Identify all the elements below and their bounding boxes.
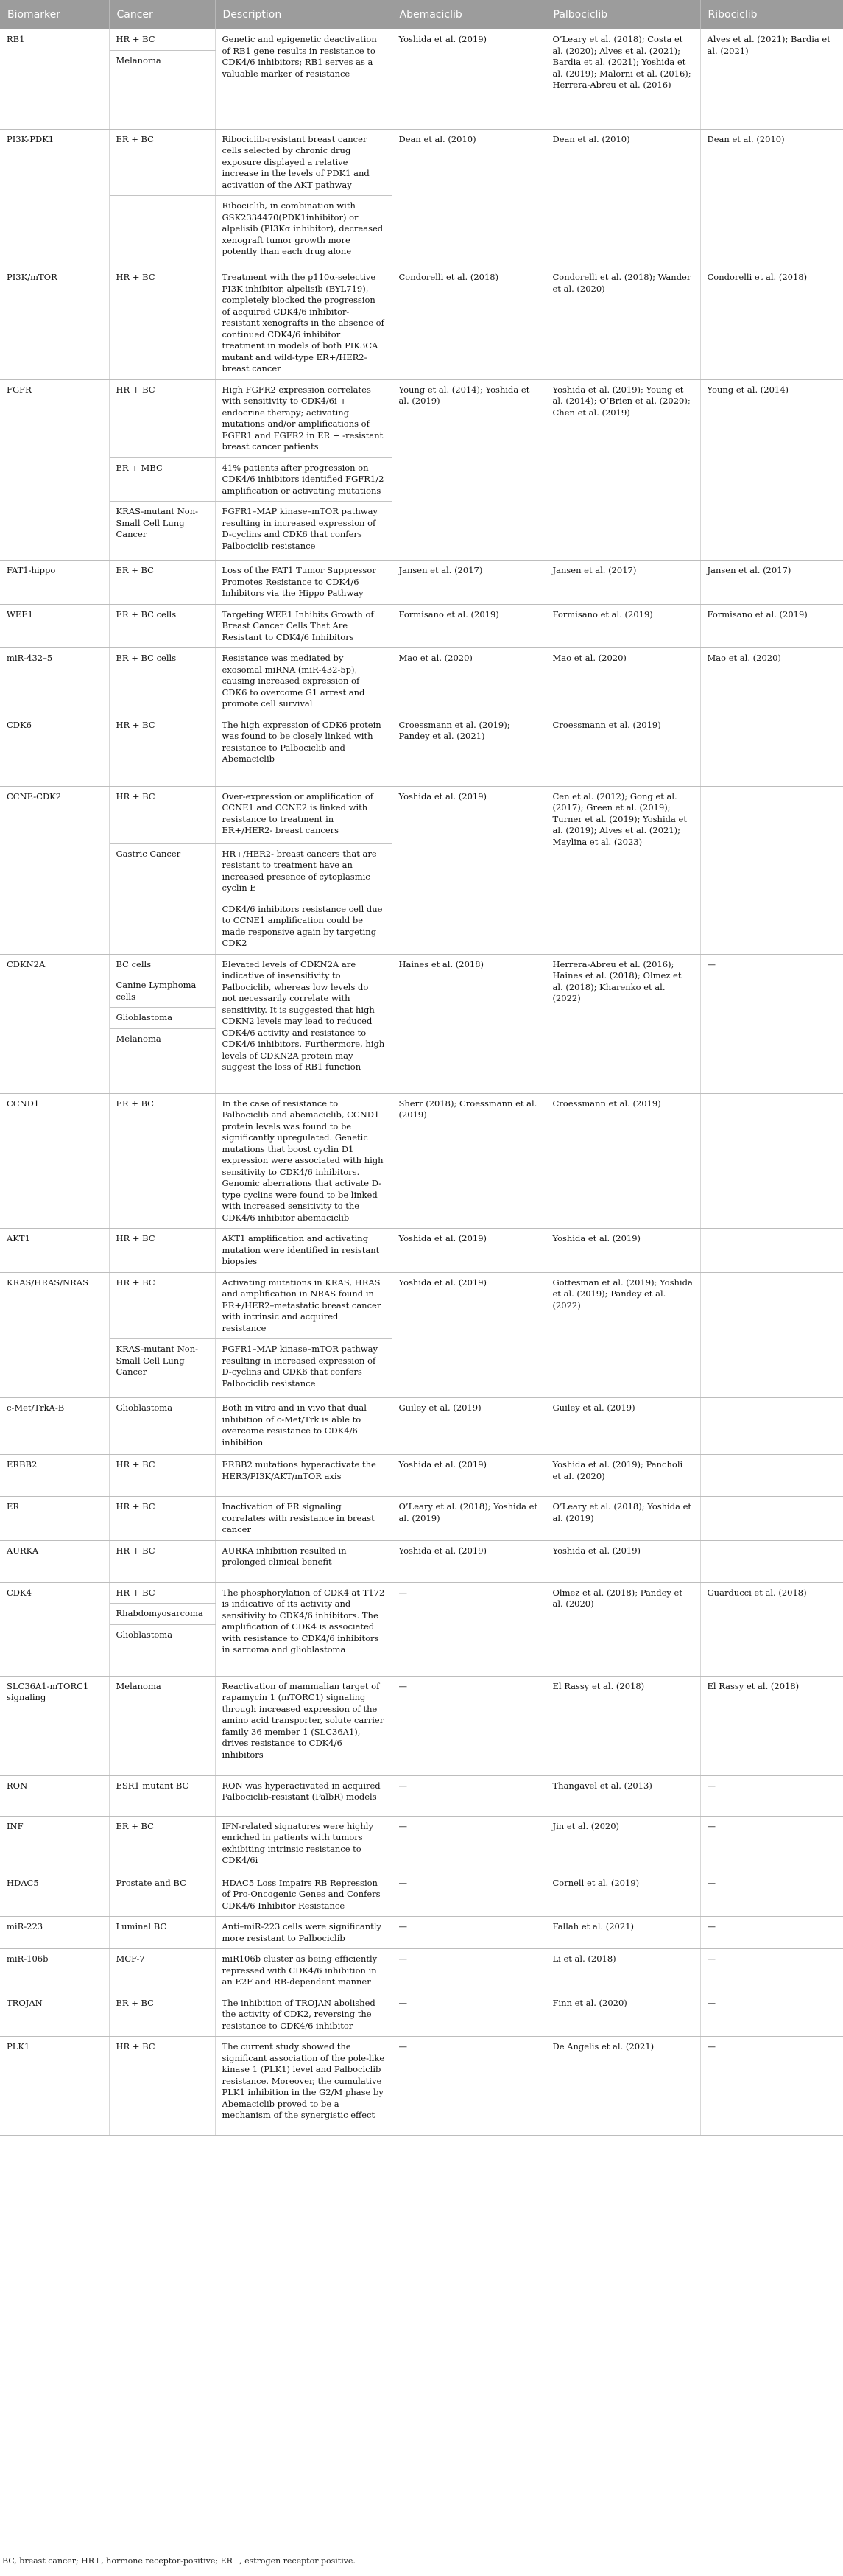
table-row [0,648,843,715]
cancer-cell [109,196,215,267]
description-cell: The current study showed the significant association of the pole-like kinase 1 (PLK1) level and Palbociclib resistance. Moreover, the cumulative PLK1 inhibition in the G2/M phase by Abemaciclib proved to be a mechanism of the synergistic effect [215,2037,392,2136]
cancer-cell: HR + BC [109,1229,215,1273]
palbociclib-cell: Yoshida et al. (2019); Pancholi et al. (2020) [546,1455,700,1497]
biomarker-cell: AKT1 [0,1229,109,1273]
palbociclib-cell: Jin et al. (2020) [546,1816,700,1873]
table-row [0,604,843,648]
biomarker-cell: miR-432–5 [0,648,109,715]
table-row [0,786,843,843]
cancer-cell: BC cells [109,954,215,975]
abemaciclib-cell: Yoshida et al. (2019) [392,786,546,954]
table-row [0,379,843,457]
cancer-cell: KRAS-mutant Non-Small Cell Lung Cancer [109,502,215,561]
description-cell: ERBB2 mutations hyperactivate the HER3/PI3K/AKT/mTOR axis [215,1455,392,1497]
biomarker-cell: CDK6 [0,715,109,786]
ribociclib-cell: Jansen et al. (2017) [700,561,843,605]
description-cell: Genetic and epigenetic deactivation of RB1 gene results in resistance to CDK4/6 inhibitors; RB1 serves as a valuable marker of resistance [215,29,392,129]
biomarker-cell: c-Met/TrkA-B [0,1398,109,1455]
abemaciclib-cell: Haines et al. (2018) [392,954,546,1093]
cancer-cell: KRAS-mutant Non-Small Cell Lung Cancer [109,1339,215,1398]
palbociclib-cell: Dean et al. (2010) [546,129,700,267]
biomarker-cell: RON [0,1775,109,1816]
ribociclib-cell: Young et al. (2014) [700,379,843,561]
description-cell: Both in vitro and in vivo that dual inhibition of c-Met/Trk is able to overcome resistance to CDK4/6 inhibition [215,1398,392,1455]
abemaciclib-cell: Mao et al. (2020) [392,648,546,715]
cancer-cell: HR + BC [109,1272,215,1339]
ribociclib-cell [700,1093,843,1229]
table-row [0,1540,843,1582]
palbociclib-cell: Yoshida et al. (2019) [546,1540,700,1582]
palbociclib-cell: Mao et al. (2020) [546,648,700,715]
table-row [0,29,843,50]
palbociclib-cell: O’Leary et al. (2018); Yoshida et al. (2019) [546,1497,700,1541]
biomarker-cell: KRAS/HRAS/NRAS [0,1272,109,1398]
biomarker-cell: CDKN2A [0,954,109,1093]
table-row [0,561,843,605]
description-cell: The phosphorylation of CDK4 at T172 is indicative of its activity and sensitivity to CDK4/6 inhibitors. The amplification of CDK4 is associated with resistance to CDK4/6 inhibitors in sarcoma and glioblastoma [215,1582,392,1676]
ribociclib-cell: Guarducci et al. (2018) [700,1582,843,1676]
ribociclib-cell: — [700,1949,843,1993]
description-cell: AKT1 amplification and activating mutation were identified in resistant biopsies [215,1229,392,1273]
biomarker-cell: CDK4 [0,1582,109,1676]
description-cell: In the case of resistance to Palbociclib and abemaciclib, CCND1 protein levels was found to be significantly upregulated. Genetic mutations that boost cyclin D1 expression were associated with high sensitivity to CDK4/6 inhibitors. Genomic aberrations that activate D-type cyclins were found to be linked with increased sensitivity to the CDK4/6 inhibitor abemaciclib [215,1093,392,1229]
biomarker-cell: FAT1-hippo [0,561,109,605]
description-cell: Reactivation of mammalian target of rapamycin 1 (mTORC1) signaling through increased expression of the amino acid transporter, solute carrier family 36 member 1 (SLC36A1), drives resistance to CDK4/6 inhibitors [215,1676,392,1775]
table-row [0,1398,843,1455]
table-row [0,954,843,975]
table-row [0,2037,843,2136]
biomarker-cell: TROJAN [0,1993,109,2037]
table-row [0,1229,843,1273]
abemaciclib-cell: — [392,1816,546,1873]
description-cell: miR106b cluster as being efficiently repressed with CDK4/6 inhibition in an E2F and RB-dependent manner [215,1949,392,1993]
table-row [0,1455,843,1497]
description-cell: Inactivation of ER signaling correlates with resistance in breast cancer [215,1497,392,1541]
ribociclib-cell [700,1398,843,1455]
description-cell: Treatment with the p110α-selective PI3K inhibitor, alpelisib (BYL719), completely blocked the progression of acquired CDK4/6 inhibitor-resistant xenografts in the absence of continued CDK4/6 inhibitor treatment in models of both PIK3CA mutant and wild-type ER+/HER2- breast cancer [215,267,392,380]
cancer-cell: ER + BC [109,129,215,196]
cancer-cell: Glioblastoma [109,1398,215,1455]
ribociclib-cell [700,715,843,786]
ribociclib-cell [700,1455,843,1497]
abemaciclib-cell: Croessmann et al. (2019); Pandey et al. (2021) [392,715,546,786]
biomarker-cell: SLC36A1-mTORC1 signaling [0,1676,109,1775]
description-cell: CDK4/6 inhibitors resistance cell due to CCNE1 amplification could be made responsive again by targeting CDK2 [215,899,392,954]
table-row [0,1676,843,1775]
header-description: Description [215,0,392,29]
table-footnote: BC, breast cancer; HR+, hormone receptor-positive; ER+, estrogen receptor positive. [2,2556,356,2566]
biomarker-cell: HDAC5 [0,1873,109,1917]
table-body [0,29,843,2136]
table-row [0,1816,843,1873]
ribociclib-cell [700,1272,843,1398]
palbociclib-cell: Thangavel et al. (2013) [546,1775,700,1816]
biomarker-cell: WEE1 [0,604,109,648]
biomarker-cell: PI3K/mTOR [0,267,109,380]
abemaciclib-cell: — [392,1775,546,1816]
cancer-cell: MCF-7 [109,1949,215,1993]
table-row [0,267,843,380]
ribociclib-cell: — [700,1993,843,2037]
table-row [0,1775,843,1816]
header-palbociclib: Palbociclib [546,0,700,29]
abemaciclib-cell: Yoshida et al. (2019) [392,1540,546,1582]
ribociclib-cell: — [700,2037,843,2136]
palbociclib-cell: Formisano et al. (2019) [546,604,700,648]
cancer-cell: Canine Lymphoma cells [109,975,215,1008]
cancer-cell: Melanoma [109,1676,215,1775]
biomarker-cell: AURKA [0,1540,109,1582]
table-row [0,715,843,786]
description-cell: HDAC5 Loss Impairs RB Repression of Pro-Oncogenic Genes and Confers CDK4/6 Inhibitor Resistance [215,1873,392,1917]
table-row [0,129,843,196]
palbociclib-cell: Li et al. (2018) [546,1949,700,1993]
description-cell: HR+/HER2- breast cancers that are resistant to treatment have an increased presence of cytoplasmic cyclin E [215,843,392,899]
cancer-cell: HR + BC [109,1497,215,1541]
description-cell: Ribociclib-resistant breast cancer cells selected by chronic drug exposure displayed a relative increase in the levels of PDK1 and activation of the AKT pathway [215,129,392,196]
abemaciclib-cell: Yoshida et al. (2019) [392,29,546,129]
table-row [0,1497,843,1541]
biomarker-cell: FGFR [0,379,109,561]
description-cell: Targeting WEE1 Inhibits Growth of Breast Cancer Cells That Are Resistant to CDK4/6 Inhibitors [215,604,392,648]
palbociclib-cell: Jansen et al. (2017) [546,561,700,605]
cancer-cell: HR + BC [109,379,215,457]
cancer-cell: ER + MBC [109,457,215,502]
cancer-cell: HR + BC [109,1455,215,1497]
palbociclib-cell: Yoshida et al. (2019) [546,1229,700,1273]
cancer-cell: ER + BC cells [109,604,215,648]
palbociclib-cell: Cen et al. (2012); Gong et al. (2017); Green et al. (2019); Turner et al. (2019); Yoshida et al. (2019); Alves et al. (2021); Maylina et al. (2023) [546,786,700,954]
abemaciclib-cell: Sherr (2018); Croessmann et al. (2019) [392,1093,546,1229]
palbociclib-cell: Guiley et al. (2019) [546,1398,700,1455]
biomarker-cell: PI3K-PDK1 [0,129,109,267]
abemaciclib-cell: Young et al. (2014); Yoshida et al. (2019) [392,379,546,561]
description-cell: RON was hyperactivated in acquired Palbociclib-resistant (PalbR) models [215,1775,392,1816]
cancer-cell: ER + BC [109,1816,215,1873]
palbociclib-cell: Olmez et al. (2018); Pandey et al. (2020) [546,1582,700,1676]
palbociclib-cell: Gottesman et al. (2019); Yoshida et al. (2019); Pandey et al. (2022) [546,1272,700,1398]
header-ribociclib: Ribociclib [700,0,843,29]
abemaciclib-cell: Yoshida et al. (2019) [392,1272,546,1398]
description-cell: The inhibition of TROJAN abolished the activity of CDK2, reversing the resistance to CDK4/6 inhibitor [215,1993,392,2037]
description-cell: 41% patients after progression on CDK4/6 inhibitors identified FGFR1/2 amplification or activating mutations [215,457,392,502]
description-cell: Loss of the FAT1 Tumor Suppressor Promotes Resistance to CDK4/6 Inhibitors via the Hippo Pathway [215,561,392,605]
header-row [0,0,843,29]
abemaciclib-cell: — [392,1949,546,1993]
table-row [0,1917,843,1949]
palbociclib-cell: De Angelis et al. (2021) [546,2037,700,2136]
abemaciclib-cell: — [392,2037,546,2136]
abemaciclib-cell: — [392,1873,546,1917]
description-cell: Over-expression or amplification of CCNE1 and CCNE2 is linked with resistance to treatment in ER+/HER2- breast cancers [215,786,392,843]
header-abemaciclib: Abemaciclib [392,0,546,29]
cancer-cell: HR + BC [109,267,215,380]
biomarker-cell: miR-223 [0,1917,109,1949]
cancer-cell: ER + BC [109,561,215,605]
description-cell: Elevated levels of CDKN2A are indicative of insensitivity to Palbociclib, whereas low levels do not necessarily correlate with sensitivity. It is suggested that high CDKN2 levels may lead to reduced CDK4/6 activity and resistance to CDK4/6 inhibitors. Furthermore, high levels of CDKN2A protein may suggest the loss of RB1 function [215,954,392,1093]
palbociclib-cell: Finn et al. (2020) [546,1993,700,2037]
abemaciclib-cell: Yoshida et al. (2019) [392,1229,546,1273]
table-row [0,1093,843,1229]
table-row [0,1949,843,1993]
ribociclib-cell: — [700,1816,843,1873]
biomarker-cell: CCND1 [0,1093,109,1229]
description-cell: Activating mutations in KRAS, HRAS and amplification in NRAS found in ER+/HER2–metastatic breast cancer with intrinsic and acquired resistance [215,1272,392,1339]
palbociclib-cell: Yoshida et al. (2019); Young et al. (2014); O’Brien et al. (2020); Chen et al. (2019) [546,379,700,561]
cancer-cell: ER + BC cells [109,648,215,715]
ribociclib-cell [700,1540,843,1582]
cancer-cell: Glioblastoma [109,1008,215,1029]
cancer-cell: ESR1 mutant BC [109,1775,215,1816]
cancer-cell: HR + BC [109,1582,215,1604]
biomarker-cell: INF [0,1816,109,1873]
abemaciclib-cell: Jansen et al. (2017) [392,561,546,605]
abemaciclib-cell: Formisano et al. (2019) [392,604,546,648]
ribociclib-cell: Dean et al. (2010) [700,129,843,267]
biomarker-cell: miR-106b [0,1949,109,1993]
palbociclib-cell: O’Leary et al. (2018); Costa et al. (2020); Alves et al. (2021); Bardia et al. (2021); Yoshida et al. (2019); Malorni et al. (2016); Herrera-Abreu et al. (2016) [546,29,700,129]
table-row [0,1993,843,2037]
description-cell: AURKA inhibition resulted in prolonged clinical benefit [215,1540,392,1582]
description-cell: High FGFR2 expression correlates with sensitivity to CDK4/6i + endocrine therapy; activating mutations and/or amplifications of FGFR1 and FGFR2 in ER + -resistant breast cancer patients [215,379,392,457]
header-cancer: Cancer [109,0,215,29]
description-cell: Resistance was mediated by exosomal miRNA (miR-432-5p), causing increased expression of CDK6 to overcome G1 arrest and promote cell survival [215,648,392,715]
biomarker-cell: ER [0,1497,109,1541]
description-cell: Ribociclib, in combination with GSK2334470(PDK1inhibitor) or alpelisib (PI3Kα inhibitor), decreased xenograft tumor growth more potently than each drug alone [215,196,392,267]
cancer-cell [109,899,215,954]
cancer-cell: Prostate and BC [109,1873,215,1917]
description-cell: FGFR1–MAP kinase–mTOR pathway resulting in increased expression of D-cyclins and CDK6 that confers Palbociclib resistance [215,1339,392,1398]
ribociclib-cell: — [700,1917,843,1949]
abemaciclib-cell: — [392,1993,546,2037]
palbociclib-cell: Cornell et al. (2019) [546,1873,700,1917]
abemaciclib-cell: — [392,1582,546,1676]
palbociclib-cell: Croessmann et al. (2019) [546,1093,700,1229]
description-cell: FGFR1–MAP kinase–mTOR pathway resulting in increased expression of D-cyclins and CDK6 that confers Palbociclib resistance [215,502,392,561]
abemaciclib-cell: — [392,1676,546,1775]
ribociclib-cell [700,786,843,954]
cancer-cell: HR + BC [109,2037,215,2136]
abemaciclib-cell: Guiley et al. (2019) [392,1398,546,1455]
cancer-cell: Melanoma [109,1028,215,1093]
cancer-cell: Melanoma [109,50,215,129]
palbociclib-cell: Herrera-Abreu et al. (2016); Haines et al. (2018); Olmez et al. (2018); Kharenko et al. (2022) [546,954,700,1093]
ribociclib-cell: — [700,1873,843,1917]
ribociclib-cell: Condorelli et al. (2018) [700,267,843,380]
abemaciclib-cell: Yoshida et al. (2019) [392,1455,546,1497]
description-cell: IFN-related signatures were highly enriched in patients with tumors exhibiting intrinsic resistance to CDK4/6i [215,1816,392,1873]
palbociclib-cell: Fallah et al. (2021) [546,1917,700,1949]
description-cell: Anti–miR-223 cells were significantly more resistant to Palbociclib [215,1917,392,1949]
ribociclib-cell: Formisano et al. (2019) [700,604,843,648]
cancer-cell: Luminal BC [109,1917,215,1949]
cancer-cell: ER + BC [109,1093,215,1229]
biomarker-cell: ERBB2 [0,1455,109,1497]
ribociclib-cell [700,1497,843,1541]
cancer-cell: Gastric Cancer [109,843,215,899]
ribociclib-cell: Mao et al. (2020) [700,648,843,715]
table-row [0,1873,843,1917]
ribociclib-cell: — [700,1775,843,1816]
cancer-cell: Rhabdomyosarcoma [109,1604,215,1625]
biomarker-cell: PLK1 [0,2037,109,2136]
header-biomarker: Biomarker [0,0,109,29]
palbociclib-cell: Croessmann et al. (2019) [546,715,700,786]
cancer-cell: Glioblastoma [109,1624,215,1676]
abemaciclib-cell: — [392,1917,546,1949]
cancer-cell: ER + BC [109,1993,215,2037]
cancer-cell: HR + BC [109,715,215,786]
abemaciclib-cell: Dean et al. (2010) [392,129,546,267]
ribociclib-cell [700,1229,843,1273]
abemaciclib-cell: O’Leary et al. (2018); Yoshida et al. (2019) [392,1497,546,1541]
ribociclib-cell: — [700,954,843,1093]
palbociclib-cell: El Rassy et al. (2018) [546,1676,700,1775]
cancer-cell: HR + BC [109,1540,215,1582]
ribociclib-cell: El Rassy et al. (2018) [700,1676,843,1775]
biomarker-cell: CCNE-CDK2 [0,786,109,954]
abemaciclib-cell: Condorelli et al. (2018) [392,267,546,380]
palbociclib-cell: Condorelli et al. (2018); Wander et al. (2020) [546,267,700,380]
ribociclib-cell: Alves et al. (2021); Bardia et al. (2021) [700,29,843,129]
table-row [0,1272,843,1339]
cancer-cell: HR + BC [109,786,215,843]
description-cell: The high expression of CDK6 protein was found to be closely linked with resistance to Palbociclib and Abemaciclib [215,715,392,786]
table-row [0,1582,843,1604]
biomarker-cell: RB1 [0,29,109,129]
cancer-cell: HR + BC [109,29,215,50]
